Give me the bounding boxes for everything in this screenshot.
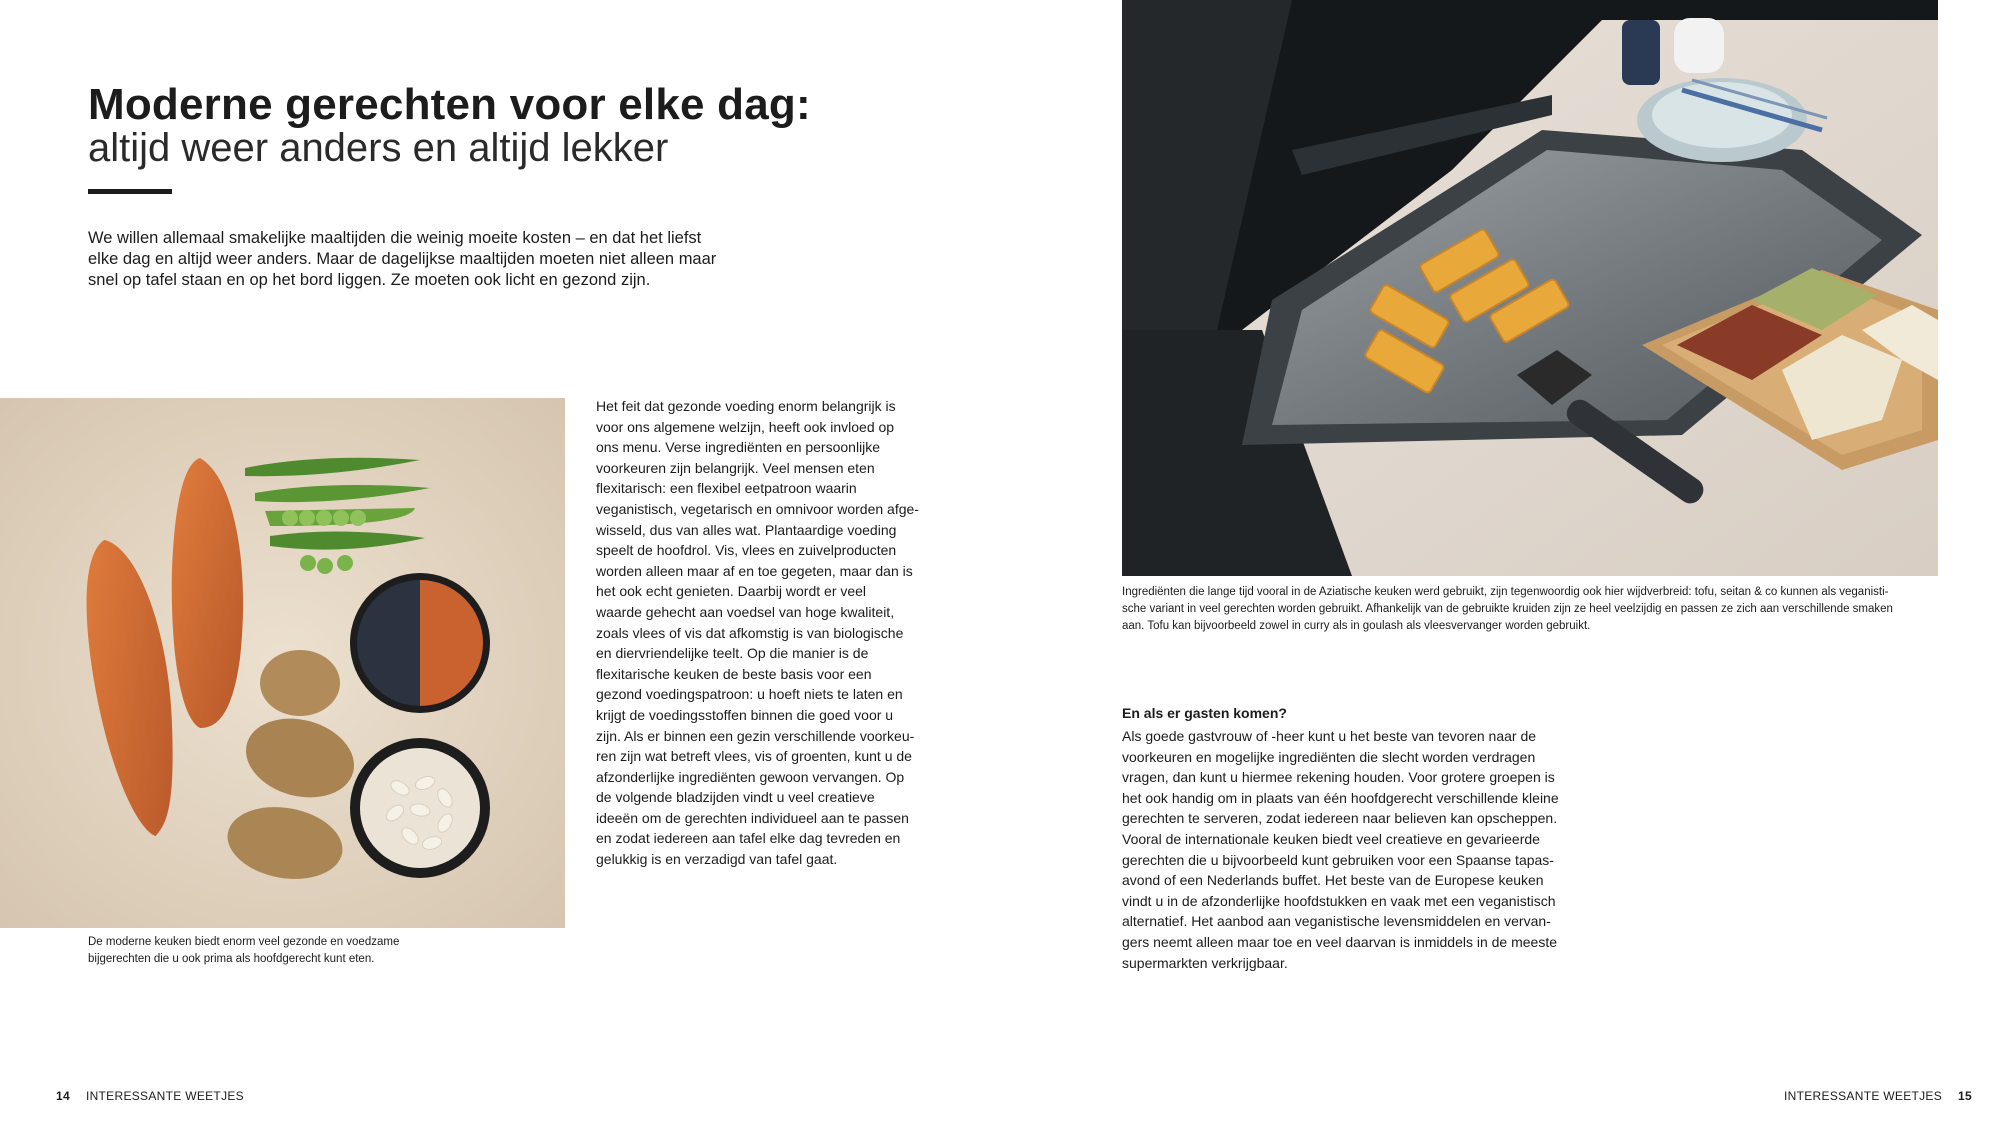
caption-line: bijgerechten die u ook prima als hoofdgerecht kunt eten. [88,953,375,965]
footer-left [56,1089,244,1103]
intro-line: snel op tafel staan en op het bord liggen. Ze moeten ook licht en gezond zijn. [88,271,651,289]
page-number: 15 [1958,1089,1972,1103]
body-line: flexitarische keuken de beste basis voor een [596,665,872,682]
body-text-column [596,396,919,870]
guest-line: alternatief. Het aanbod aan veganistische levensmiddelen en vervan- [1122,913,1551,930]
body-line: speelt de hoofdrol. Vis, vlees en zuivelproducten [596,542,897,559]
guest-line: Als goede gastvrouw of -heer kunt u het beste van tevoren naar de [1122,728,1537,744]
guest-line: avond of een Nederlands buffet. Het beste van de Europese keuken [1122,872,1544,889]
body-line: ons menu. Verse ingrediënten en persoonlijke [596,439,881,456]
guest-text-column [1122,726,1559,973]
guest-line: gerechten die u bijvoorbeeld kunt gebruiken voor een Spaanse tapas- [1122,851,1554,868]
photo-caption-left [88,934,399,968]
body-line: voor ons algemene welzijn, heeft ook invloed op [596,418,895,435]
body-line: het ook echt genieten. Daarbij wordt er veel [596,583,867,600]
body-line: wisseld, dus van alles wat. Plantaardige voeding [596,521,897,538]
guest-line: voorkeuren en mogelijke ingrediënten die slecht worden verdragen [1122,748,1536,765]
section-title: INTERESSANTE WEETJES [85,1089,244,1103]
photo-caption-right [1122,584,1893,635]
body-line: waarde gehecht aan voedsel van hoge kwaliteit, [596,603,895,620]
caption-line: Ingrediënten die lange tijd vooral in de Aziatische keuken werd gebruikt, zijn tegenwoordig ook hier wijdverbreid: tofu, seitan & co kunnen als veganisti- [1122,586,1889,598]
body-line: en diervriendelijke teelt. Op die manier is de [596,645,869,662]
intro-paragraph [88,228,728,291]
body-line: ideeën om de gerechten individueel aan te passen [596,809,909,826]
guest-line: Vooral de internationale keuken biedt veel creatieve en gevarieerde [1122,830,1540,847]
body-line: ren zijn wat betreft vlees, vis of groenten, kunt u de [596,748,912,765]
guest-line: vindt u in de afzonderlijke hoofdstukken en vaak met een veganistisch [1122,892,1556,909]
footer-right [1784,1089,1972,1103]
body-line: gezond voedingspatroon: u hoeft niets te laten en [596,686,903,703]
teppanyaki-photo [1122,0,1938,576]
title-underline [88,189,172,194]
section-title: INTERESSANTE WEETJES [1784,1089,1943,1103]
caption-line: sche variant in veel gerechten worden gebruikt. Afhankelijk van de gebruikte kruiden zijn ze heel veelzijdig en passen ze zich aan verschillende smaken [1122,603,1893,615]
body-line: de volgende bladzijden vindt u veel creatieve [596,789,875,806]
guest-line: gerechten te serveren, zodat iedereen naar believen kan opscheppen. [1122,810,1558,827]
vegetables-photo [0,398,565,928]
guest-line: supermarkten verkrijgbaar. [1122,954,1288,971]
intro-line: We willen allemaal smakelijke maaltijden die weinig moeite kosten – en dat het liefst [88,229,702,247]
body-line: afzonderlijke ingrediënten gewoon vervangen. Op [596,768,905,785]
caption-line: aan. Tofu kan bijvoorbeeld zowel in curry als in goulash als vleesvervanger worden gebruikt. [1122,620,1591,632]
section-heading: En als er gasten komen? [1122,705,1287,721]
body-line: zoals vlees of vis dat afkomstig is van biologische [596,624,904,641]
guest-line: gers neemt alleen maar toe en veel daarvan is inmiddels in de meeste [1122,933,1558,950]
guest-line: vragen, dan kunt u hiermee rekening houden. Voor grotere groepen is [1122,769,1555,786]
body-line: krijgt de voedingsstoffen binnen die goed voor u [596,706,894,723]
body-line: worden alleen maar af en toe gegeten, maar dan is [596,562,913,579]
body-line: veganistisch, vegetarisch en omnivoor worden afge- [596,500,919,517]
page-number: 14 [56,1089,70,1103]
body-line: en zodat iedereen aan tafel elke dag tevreden en [596,830,901,847]
guest-line: het ook handig om in plaats van één hoofdgerecht verschillende kleine [1122,789,1559,806]
body-line: zijn. Als er binnen een gezin verschillende voorkeu- [596,727,915,744]
body-line: Het feit dat gezonde voeding enorm belangrijk is [596,398,896,414]
caption-line: De moderne keuken biedt enorm veel gezonde en voedzame [88,936,400,948]
body-line: voorkeuren zijn belangrijk. Veel mensen eten [596,459,875,476]
body-line: flexitarisch: een flexibel eetpatroon waarin [596,480,857,497]
page-title: Moderne gerechten voor elke dag: [88,80,811,129]
page-subtitle: altijd weer anders en altijd lekker [88,126,669,170]
intro-line: elke dag en altijd weer anders. Maar de dagelijkse maaltijden moeten niet alleen maar [88,250,717,268]
body-line: gelukkig is en verzadigd van tafel gaat. [596,851,838,868]
